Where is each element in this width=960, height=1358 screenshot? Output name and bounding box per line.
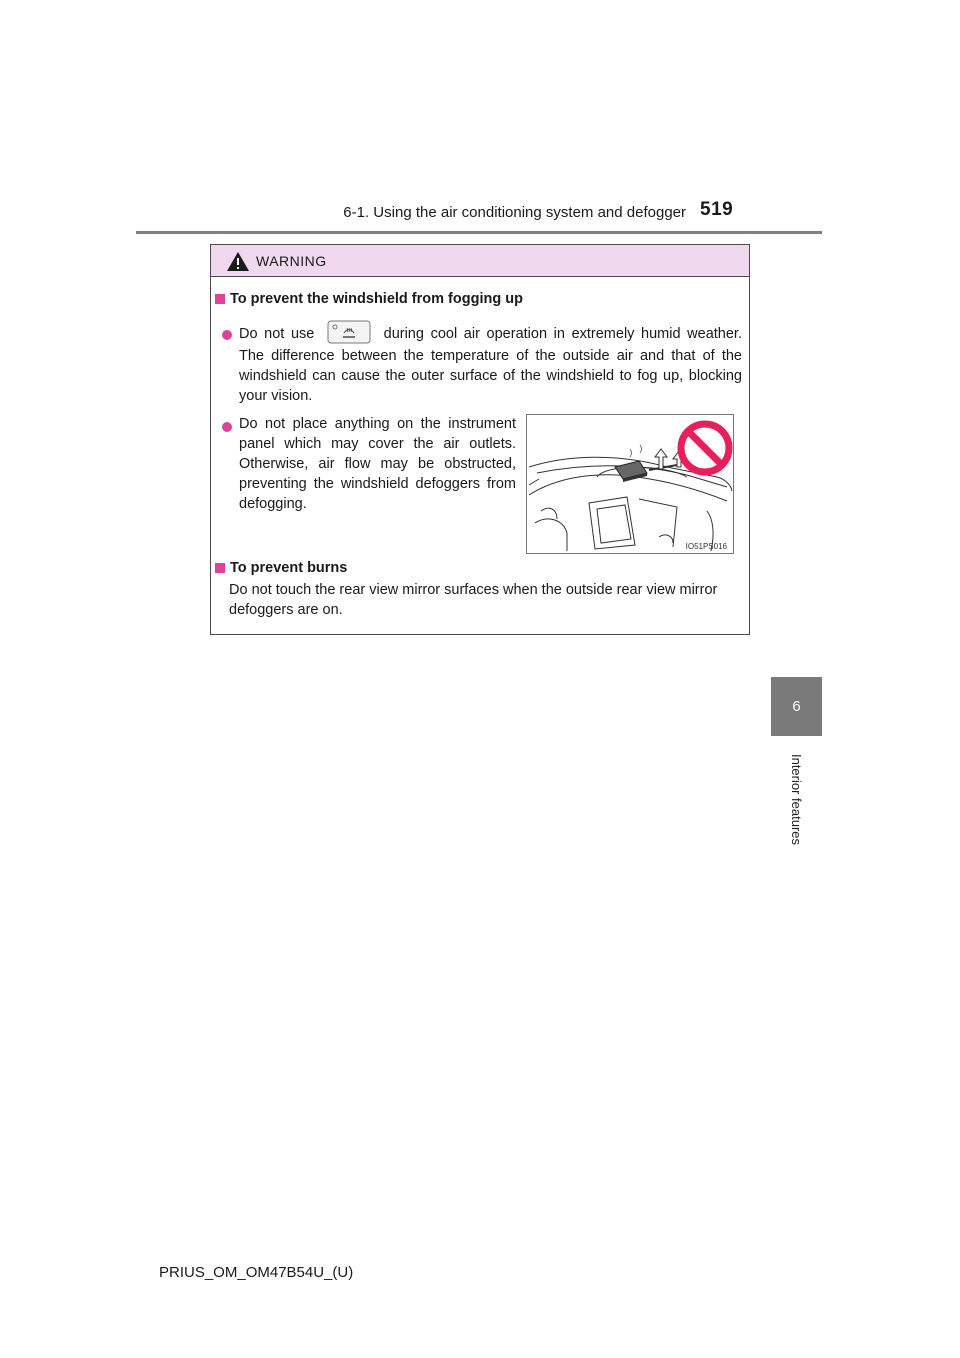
chapter-number: 6 [792, 698, 801, 715]
warning-header [211, 245, 749, 277]
square-bullet-icon [215, 294, 225, 304]
dashboard-prohibition-illustration [526, 414, 734, 554]
front-windshield-defogger-button-icon [327, 320, 371, 344]
burns-body-text: Do not touch the rear view mirror surfaces when the outside rear view mirror defoggers are on. [229, 582, 718, 618]
bullet1-text: Do not use during cool air operation in extremely humid weather. The difference between the temperature of the outside air and that of the windshield can cause the outer surface of the windshield to fog up, blocking your vision. [239, 322, 742, 406]
dashboard-illustration [527, 415, 733, 553]
warning-title: WARNING [256, 253, 327, 269]
page-number: 519 [700, 199, 734, 220]
prohibition-icon [681, 424, 729, 472]
warning-box [210, 244, 750, 635]
header-divider [136, 231, 822, 234]
chapter-label: Interior features [789, 753, 805, 845]
header-section-title: 6-1. Using the air conditioning system and defogger [343, 204, 686, 221]
bullet-dot-icon [222, 422, 232, 432]
document-code: PRIUS_OM_OM47B54U_(U) [159, 1264, 354, 1281]
section-heading-burns: To prevent burns [215, 560, 347, 576]
square-bullet-icon [215, 563, 225, 573]
chapter-tab [771, 677, 822, 736]
bullet2-text: Do not place anything on the instrument panel which may cover the air outlets. Otherwise, air flow may be obstructed, preventing the windshield defoggers from defogging. [239, 416, 516, 512]
illustration-code: IO51PS016 [685, 542, 727, 551]
chapter-label-container [771, 744, 822, 854]
section-heading-fogging: To prevent the windshield from fogging up [215, 291, 523, 307]
warning-triangle-icon [226, 251, 250, 272]
bullet-dot-icon [222, 330, 232, 340]
